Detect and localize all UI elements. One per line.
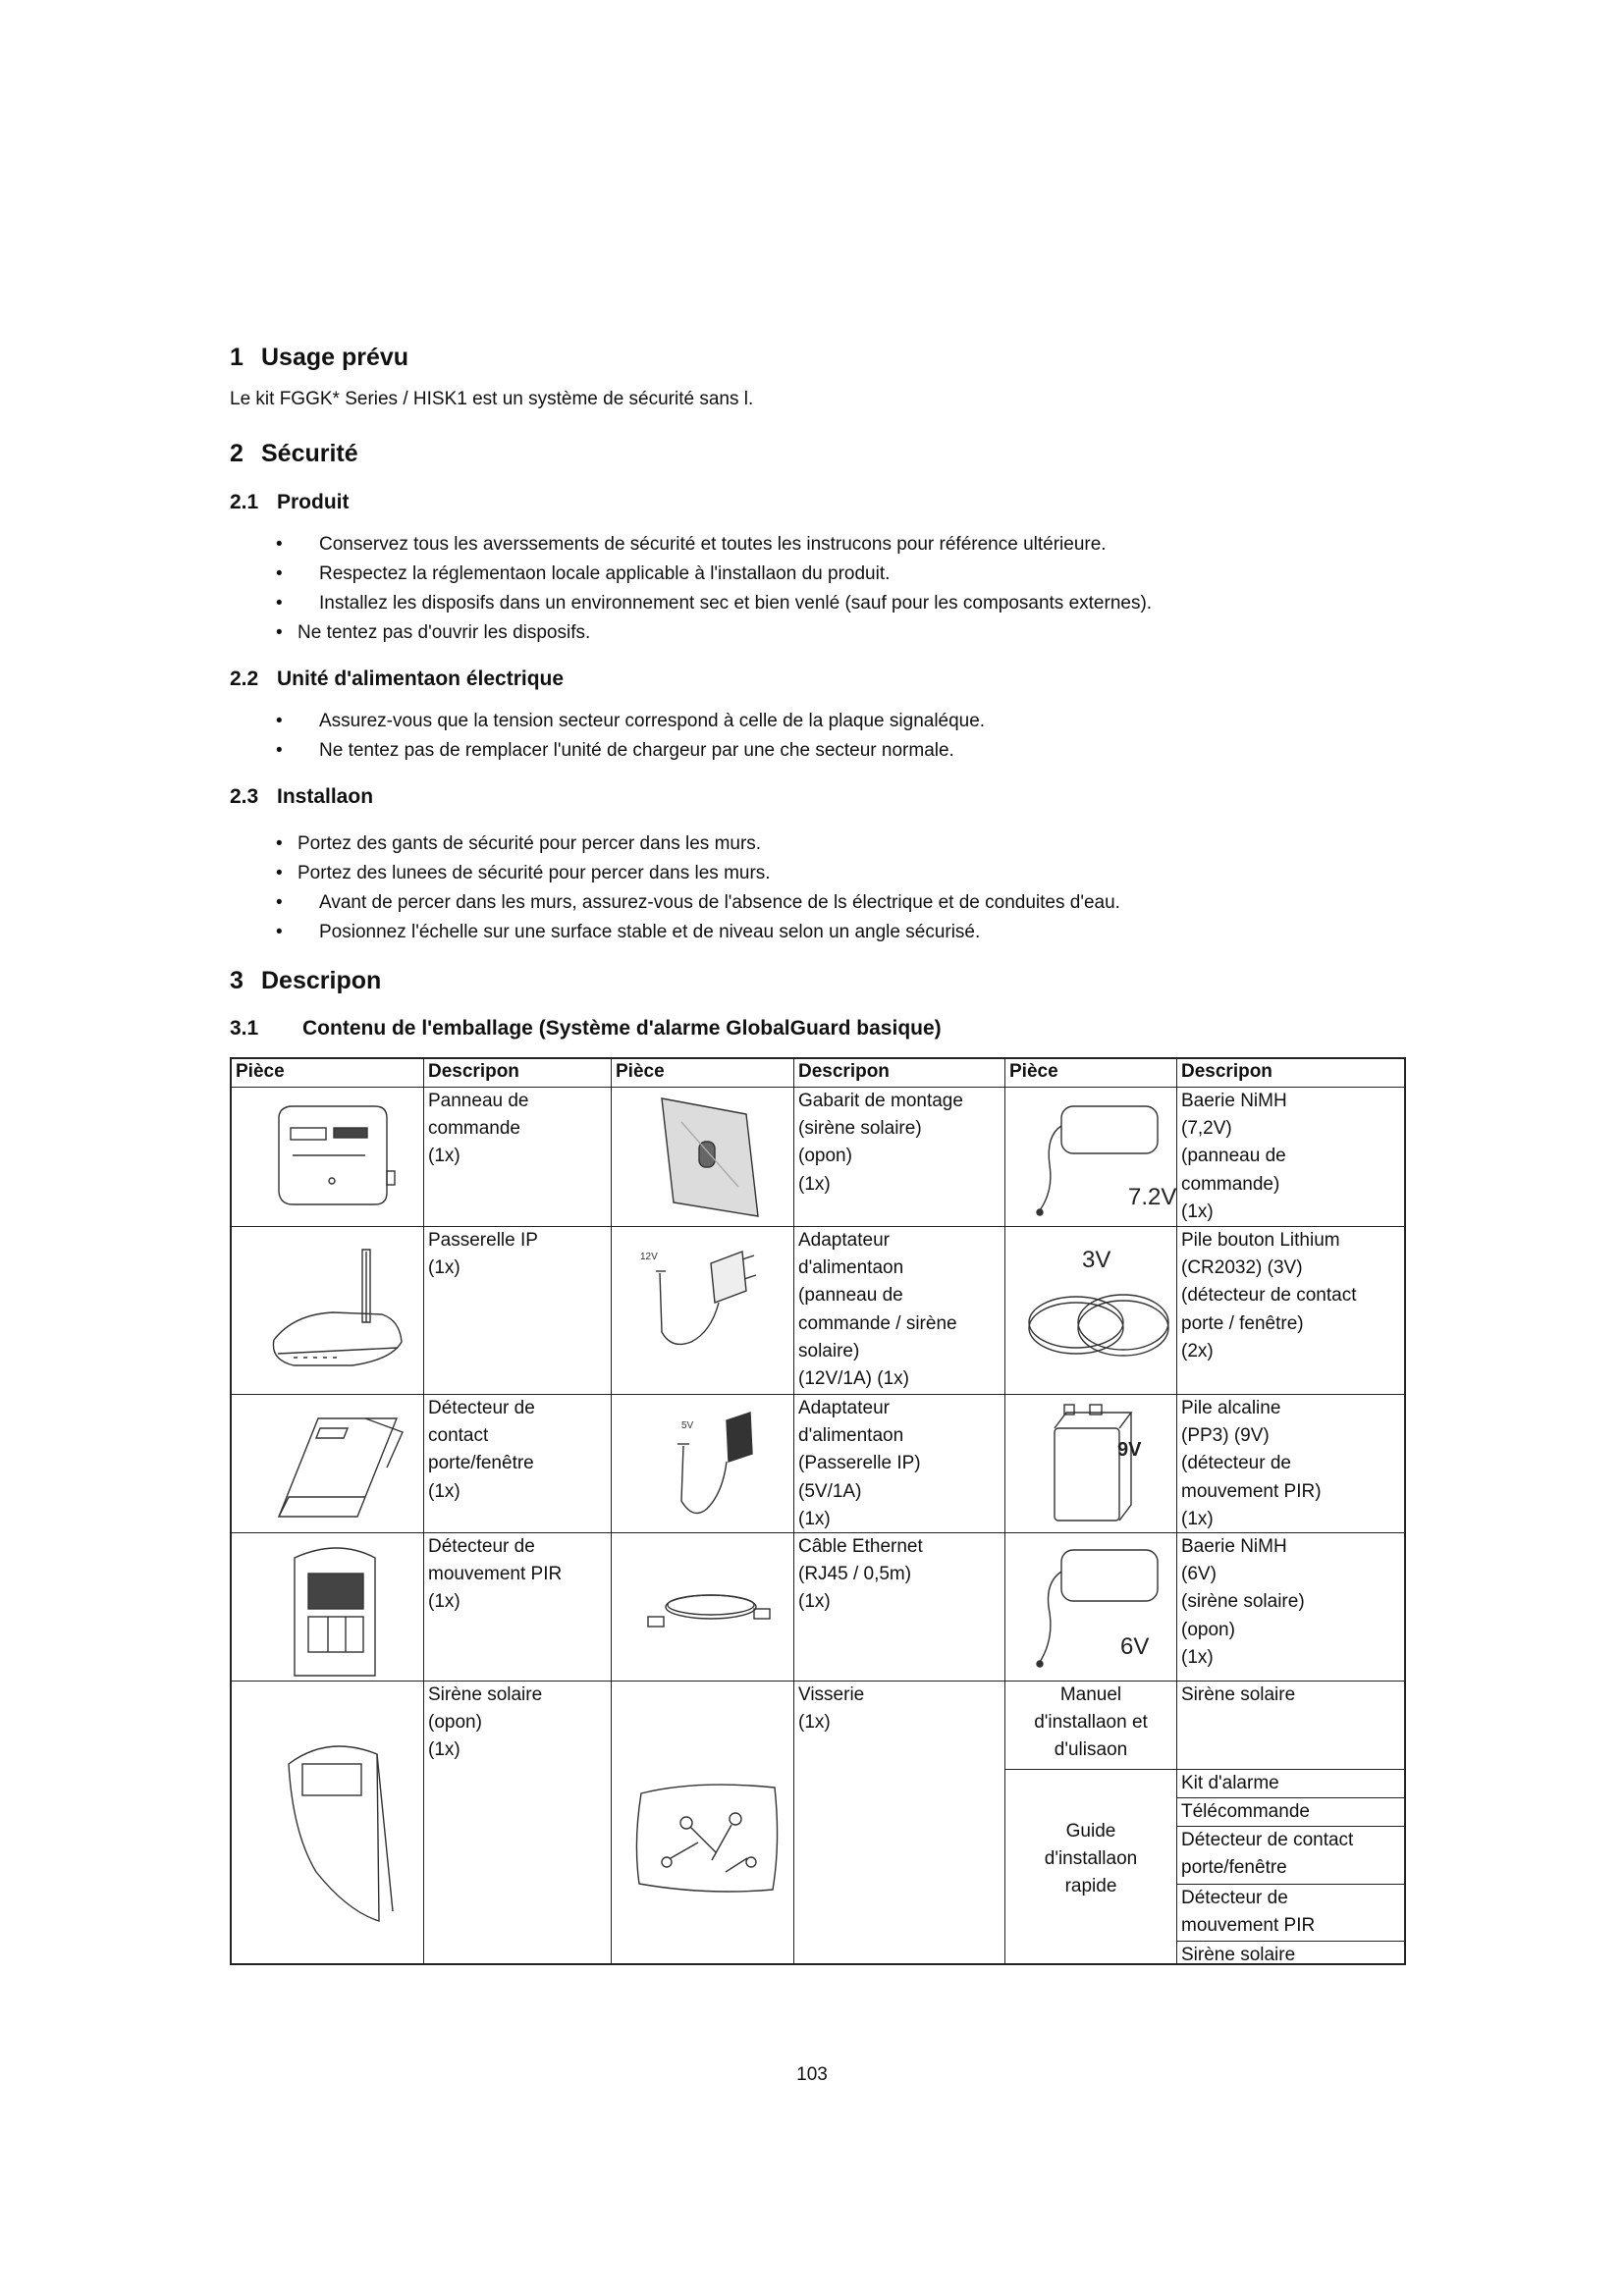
description-cell: Passerelle IP (1x) xyxy=(428,1230,538,1279)
page-number: 103 xyxy=(796,2064,828,2085)
quick-guide-item: Télécommande xyxy=(1181,1801,1310,1822)
description-cell: Pile bouton Lithium (CR2032) (3V) (détecteur de contact porte / fenêtre) (2x) xyxy=(1181,1230,1357,1362)
table-rule xyxy=(230,1057,232,1965)
battery-pack-icon xyxy=(1010,1538,1177,1676)
heading-usage: 1 Usage prévu xyxy=(230,344,409,371)
table-header: Pièce xyxy=(236,1061,285,1082)
screws-icon xyxy=(627,1764,785,1901)
contact-sensor-icon xyxy=(249,1399,416,1528)
battery-label: 7.2V xyxy=(1128,1184,1177,1210)
product-list xyxy=(230,530,1152,648)
list-item: • Assurez-vous que la tension secteur correspond à celle de la plaque signaléque. xyxy=(276,711,986,731)
battery-9v-icon xyxy=(1035,1399,1182,1528)
adapter-label: 5V xyxy=(681,1420,694,1431)
quick-guide-item: Détecteur de contact porte/fenêtre xyxy=(1181,1830,1354,1879)
table-rule xyxy=(1404,1057,1406,1965)
usage-text: Le kit FGGK* Series / HISK1 est un système de sécurité sans l. xyxy=(230,389,754,409)
heading-description: 3 Descripon xyxy=(230,967,382,994)
description-cell: Sirène solaire (opon) (1x) xyxy=(428,1684,543,1761)
description-cell: Baerie NiMH (7,2V) (panneau de commande) (1x) xyxy=(1181,1091,1287,1222)
description-cell: Pile alcaline (PP3) (9V) (détecteur de mouvement PIR) (1x) xyxy=(1181,1398,1322,1529)
mounting-template-icon xyxy=(652,1093,770,1222)
solar-siren-icon xyxy=(269,1725,406,1950)
list-item: • Posionnez l'échelle sur une surface stable et de niveau selon un angle sécurisé. xyxy=(276,922,981,942)
list-item: • Ne tentez pas de remplacer l'unité de chargeur par une che secteur normale. xyxy=(276,740,954,761)
description-cell: Baerie NiMH (6V) (sirène solaire) (opon) (1x) xyxy=(1181,1536,1305,1668)
heading-power: 2.2 Unité d'alimentaon électrique xyxy=(230,667,565,690)
power-adapter-icon xyxy=(632,1399,780,1528)
heading-install: 2.3 Installaon xyxy=(230,785,374,808)
manual-label: Manuel d'installaon et d'ulisaon xyxy=(1034,1684,1148,1761)
coin-cell-label: 3V xyxy=(1082,1247,1111,1273)
quick-guide-label: Guide d'installaon rapide xyxy=(1044,1821,1138,1897)
install-list xyxy=(230,829,1120,947)
table-header: Pièce xyxy=(1009,1061,1058,1082)
quick-guide-item: Détecteur de mouvement PIR xyxy=(1181,1888,1316,1937)
list-item: • Respectez la réglementaon locale applicable à l'installaon du produit. xyxy=(276,563,891,584)
quick-guide-item: Sirène solaire xyxy=(1181,1945,1296,1965)
description-cell: Câble Ethernet (RJ45 / 0,5m) (1x) xyxy=(798,1536,923,1613)
table-header: Descripon xyxy=(1181,1061,1272,1082)
manual-value: Sirène solaire xyxy=(1181,1684,1296,1705)
description-cell: Adaptateur d'alimentaon (Passerelle IP) (5V/1A) (1x) xyxy=(798,1398,921,1529)
coin-cell-icon xyxy=(1015,1234,1182,1381)
control-panel-icon xyxy=(269,1098,406,1216)
battery-label: 6V xyxy=(1120,1633,1150,1660)
table-rule xyxy=(611,1057,612,1965)
power-list xyxy=(230,707,985,766)
list-item: • Installez les disposifs dans un environnement sec et bien venlé (sauf pour les composants externes). xyxy=(276,593,1153,614)
description-cell: Visserie (1x) xyxy=(798,1684,865,1734)
heading-product: 2.1 Produit xyxy=(230,491,350,513)
ethernet-cable-icon xyxy=(632,1558,780,1656)
quick-guide-item: Kit d'alarme xyxy=(1181,1773,1279,1793)
list-item: • Ne tentez pas d'ouvrir les disposifs. xyxy=(276,622,591,643)
table-header: Pièce xyxy=(616,1061,665,1082)
table-header: Descripon xyxy=(798,1061,890,1082)
list-item: • Conservez tous les averssements de sécurité et toutes les instrucons pour référence ultérieure. xyxy=(276,534,1107,555)
contents-table xyxy=(230,1057,1406,1965)
list-item: • Portez des lunees de sécurité pour percer dans les murs. xyxy=(276,863,771,883)
heading-safety: 2 Sécurité xyxy=(230,440,358,467)
pir-detector-icon xyxy=(269,1538,406,1682)
battery-pack-icon xyxy=(1010,1096,1177,1224)
table-rule xyxy=(793,1057,794,1965)
list-item: • Portez des gants de sécurité pour percer dans les murs. xyxy=(276,833,762,854)
description-cell: Détecteur de mouvement PIR (1x) xyxy=(428,1536,563,1613)
adapter-label: 12V xyxy=(640,1252,658,1262)
battery-label: 9V xyxy=(1117,1439,1142,1461)
list-item: • Avant de percer dans les murs, assurez-vous de l'absence de ls électrique et de conduites d'eau. xyxy=(276,892,1120,913)
description-cell: Détecteur de contact porte/fenêtre (1x) xyxy=(428,1398,535,1502)
ip-gateway-icon xyxy=(254,1232,411,1389)
table-header: Descripon xyxy=(428,1061,519,1082)
table-rule xyxy=(423,1057,424,1965)
description-cell: Gabarit de montage (sirène solaire) (opon) (1x) xyxy=(798,1091,963,1195)
description-cell: Adaptateur d'alimentaon (panneau de commande / sirène solaire) (12V/1A) (1x) xyxy=(798,1230,957,1390)
description-cell: Panneau de commande (1x) xyxy=(428,1091,529,1167)
heading-contents: 3.1 Contenu de l'emballage (Système d'alarme GlobalGuard basique) xyxy=(230,1017,942,1040)
power-adapter-icon xyxy=(632,1234,780,1381)
